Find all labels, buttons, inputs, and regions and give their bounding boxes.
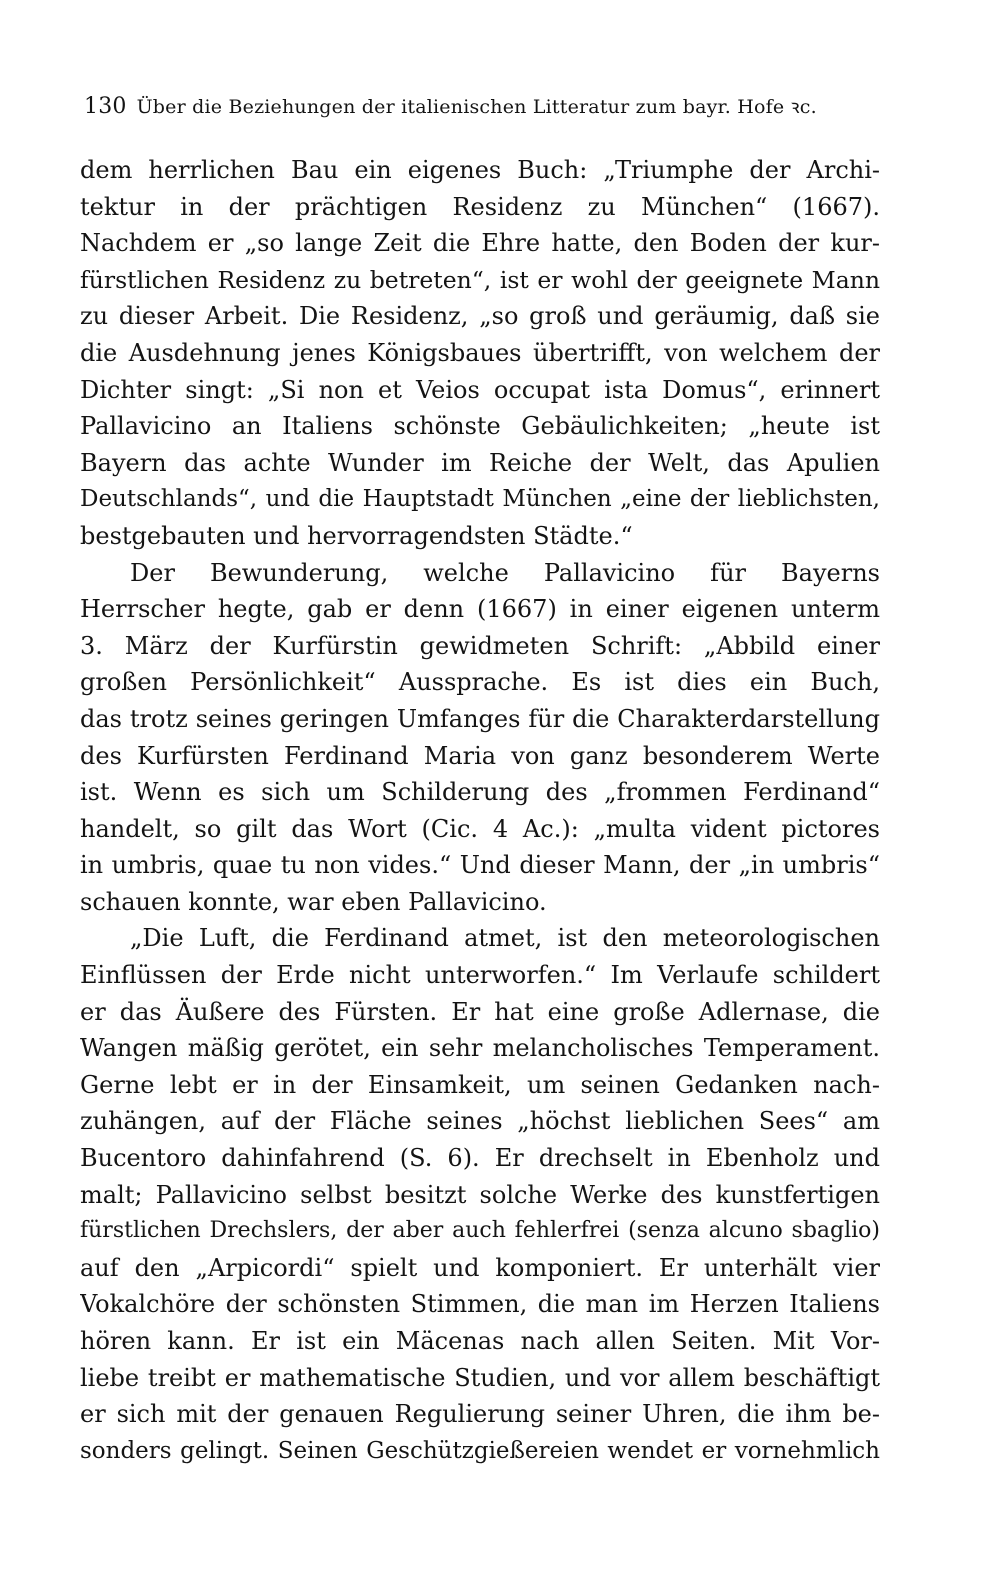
text-line: Deutschlands“, und die Hauptstadt München „eine der lieblichsten, — [80, 486, 880, 513]
text-line: in umbris, quae tu non vides.“ Und dieser Mann, der „in umbris“ — [80, 851, 880, 880]
text-line: Einflüssen der Erde nicht unterworfen.“ Im Verlaufe schildert — [80, 961, 880, 990]
text-line: er das Äußere des Fürsten. Er hat eine große Adlernase, die — [80, 997, 880, 1026]
text-line: hören kann. Er ist ein Mäcenas nach allen Seiten. Mit Vor- — [80, 1327, 880, 1355]
text-line: zuhängen, auf der Fläche seines „höchst lieblichen Sees“ am — [80, 1107, 880, 1136]
text-line: er sich mit der genauen Regulierung seiner Uhren, die ihm be- — [80, 1400, 880, 1429]
text-line: „Die Luft, die Ferdinand atmet, ist den meteorologischen — [130, 924, 880, 953]
text-line: fürstlichen Residenz zu betreten“, ist er wohl der geeignete Mann — [80, 265, 880, 294]
running-title: Über die Beziehungen der italienischen Litteratur zum bayr. Hofe ꝛc. — [136, 96, 817, 118]
text-line: Gerne lebt er in der Einsamkeit, um seinen Gedanken nach- — [80, 1070, 880, 1099]
text-line: auf den „Arpicordi“ spielt und komponiert. Er unterhält vier — [80, 1253, 880, 1282]
text-line: Bayern das achte Wunder im Reiche der Welt, das Apulien — [80, 448, 880, 477]
body-text — [80, 152, 880, 1469]
text-line: fürstlichen Drechslers, der aber auch fehlerfrei (senza alcuno sbaglio) — [80, 1218, 880, 1244]
page-number: 130 — [84, 94, 127, 119]
text-line: des Kurfürsten Ferdinand Maria von ganz besonderem Werte — [80, 741, 880, 770]
text-line: Dichter singt: „Si non et Veios occupat ista Domus“, erinnert — [80, 375, 880, 404]
text-line: tektur in der prächtigen Residenz zu München“ (1667). — [80, 192, 880, 221]
text-line: zu dieser Arbeit. Die Residenz, „so groß und geräumig, daß sie — [80, 302, 880, 331]
text-line: ist. Wenn es sich um Schilderung des „frommen Ferdinand“ — [80, 778, 880, 807]
text-line: Bucentoro dahinfahrend (S. 6). Er drechselt in Ebenholz und — [80, 1144, 880, 1173]
running-head — [84, 93, 844, 129]
text-line: liebe treibt er mathematische Studien, und vor allem beschäftigt — [80, 1363, 880, 1392]
text-line: großen Persönlichkeit“ Aussprache. Es ist dies ein Buch, — [80, 668, 880, 697]
text-line: Der Bewunderung, welche Pallavicino für Bayerns — [130, 558, 880, 587]
text-line: Pallavicino an Italiens schönste Gebäulichkeiten; „heute ist — [80, 412, 880, 441]
text-line: das trotz seines geringen Umfanges für die Charakterdarstellung — [80, 704, 880, 733]
text-line: sonders gelingt. Seinen Geschützgießereien wendet er vornehmlich — [80, 1437, 880, 1464]
text-line: Nachdem er „so lange Zeit die Ehre hatte, den Boden der kur- — [80, 229, 880, 258]
text-line: dem herrlichen Bau ein eigenes Buch: „Triumphe der Archi- — [80, 156, 880, 184]
text-line: die Ausdehnung jenes Königsbaues übertrifft, von welchem der — [80, 338, 880, 367]
text-line: schauen konnte, war eben Pallavicino. — [80, 887, 547, 916]
text-line: 3. März der Kurfürstin gewidmeten Schrift: „Abbild einer — [80, 631, 880, 660]
text-line: Herrscher hegte, gab er denn (1667) in einer eigenen unterm — [80, 595, 880, 624]
text-line: malt; Pallavicino selbst besitzt solche Werke des kunstfertigen — [80, 1180, 880, 1209]
text-line: Wangen mäßig gerötet, ein sehr melancholisches Temperament. — [80, 1034, 880, 1063]
text-line: Vokalchöre der schönsten Stimmen, die man im Herzen Italiens — [80, 1290, 880, 1319]
text-line: bestgebauten und hervorragendsten Städte.“ — [80, 521, 633, 550]
text-line: handelt, so gilt das Wort (Cic. 4 Ac.): „multa vident pictores — [80, 814, 880, 843]
